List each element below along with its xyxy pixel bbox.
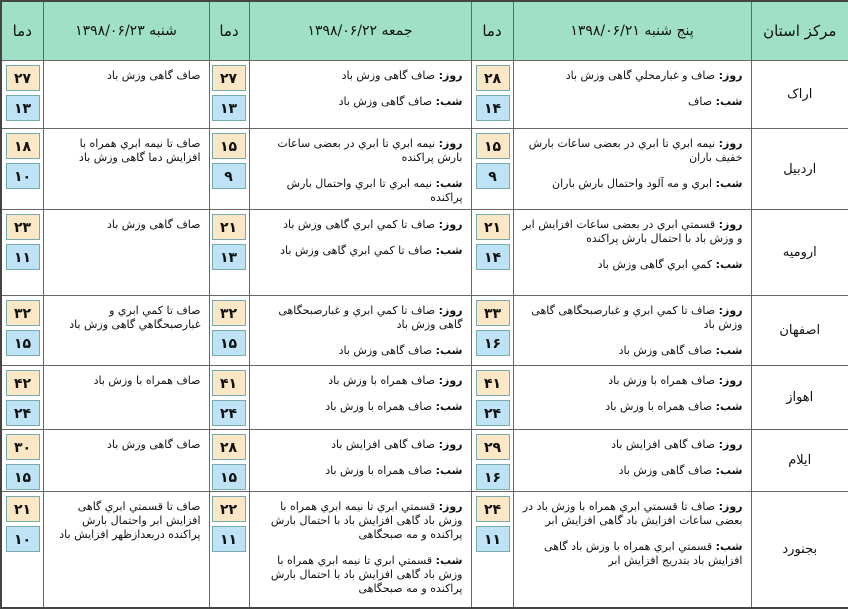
forecast-text <box>250 210 471 258</box>
max-temp: ۲۳ <box>6 214 40 240</box>
day-text: صاف تا کمي ابري گاهی وزش باد <box>283 218 436 231</box>
d1-forecast-cell <box>513 61 751 129</box>
d1-temp-cell <box>471 129 513 210</box>
max-temp: ۱۵ <box>476 133 510 159</box>
forecast-text: صاف تا قسمتي ابري گاهی افزایش ابر واحتمال بارش پراکنده دربعدازظهر افزایش باد <box>59 500 201 541</box>
day-text: صاف همراه با وزش باد <box>328 374 436 387</box>
min-temp: ۱۴ <box>476 95 510 121</box>
night-forecast <box>518 258 743 272</box>
min-temp: ۹ <box>476 163 510 189</box>
night-forecast <box>254 344 463 358</box>
province-name: ارومیه <box>751 210 848 296</box>
day-text: قسمتي ابري در بعضی ساعات افزایش ابر و وزش باد با احتمال بارش پراکنده <box>522 218 743 245</box>
province-header: مرکز استان <box>751 1 848 61</box>
night-text: صاف گاهی وزش باد <box>618 464 713 477</box>
forecast-text: صاف گاهی وزش باد <box>106 218 201 231</box>
night-forecast <box>254 554 463 596</box>
night-label: شب: <box>715 95 743 108</box>
night-label: شب: <box>715 540 743 553</box>
d3-temp-cell <box>1 210 43 296</box>
night-text: صاف همراه با وزش باد <box>605 400 713 413</box>
night-forecast <box>518 464 743 478</box>
max-temp: ۲۸ <box>476 65 510 91</box>
day-text: صاف گاهی افزایش باد <box>331 438 436 451</box>
max-temp: ۲۱ <box>476 214 510 240</box>
min-temp: ۱۵ <box>212 330 246 356</box>
province-row <box>1 210 848 296</box>
province-row <box>1 296 848 366</box>
night-forecast <box>254 464 463 478</box>
d1-temp-cell <box>471 210 513 296</box>
max-temp: ۲۸ <box>212 434 246 460</box>
d3-temp-cell <box>1 492 43 608</box>
province-name: بجنورد <box>751 492 848 608</box>
night-text: صاف همراه با وزش باد <box>325 464 433 477</box>
night-forecast <box>518 177 743 191</box>
day-text: قسمتي ابري تا نیمه ابري همراه با وزش باد گاهی افزایش باد با احتمال بارش پراکنده و مه صبحگاهی <box>270 500 463 541</box>
night-text: نیمه ابري تا ابري واحتمال بارش پراکنده <box>286 177 463 204</box>
max-temp: ۳۲ <box>6 300 40 326</box>
forecast-text: صاف همراه با وزش باد <box>93 374 201 387</box>
province-name: اصفهان <box>751 296 848 366</box>
day-text: صاف گاهی وزش باد <box>341 69 436 82</box>
d1-forecast-cell <box>513 492 751 608</box>
d1-temp-cell <box>471 430 513 492</box>
day-forecast <box>254 438 463 452</box>
min-temp: ۱۱ <box>6 244 40 270</box>
d1-forecast-cell <box>513 210 751 296</box>
day-text: صاف تا کمي ابري و غبارصبحگاهی گاهی وزش باد <box>531 304 743 331</box>
day-forecast <box>518 438 743 452</box>
day-forecast <box>254 69 463 83</box>
night-forecast <box>254 244 463 258</box>
d2-temp-cell <box>209 296 249 366</box>
max-temp: ۲۹ <box>476 434 510 460</box>
day-label: روز: <box>718 374 743 387</box>
night-label: شب: <box>715 344 743 357</box>
day-label: روز: <box>438 438 463 451</box>
day-forecast <box>254 374 463 388</box>
d3-temp-cell <box>1 430 43 492</box>
day-text: صاف تا کمي ابري و غبارصبحگاهی گاهی وزش باد <box>278 304 463 331</box>
min-temp: ۱۰ <box>6 163 40 189</box>
night-forecast <box>518 344 743 358</box>
night-text: صاف گاهی وزش باد <box>338 344 433 357</box>
day-forecast <box>254 304 463 332</box>
night-label: شب: <box>715 400 743 413</box>
d3-forecast-cell <box>43 430 209 492</box>
night-forecast <box>518 400 743 414</box>
day-text: صاف همراه با وزش باد <box>608 374 716 387</box>
min-temp: ۲۴ <box>6 400 40 426</box>
day-forecast <box>518 304 743 332</box>
forecast-text: صاف تا کمي ابري و غبارصبحگاهي گاهی وزش باد <box>69 304 201 331</box>
temp-header-2: دما <box>209 1 249 61</box>
forecast-text <box>514 210 751 272</box>
d3-forecast-cell <box>43 366 209 430</box>
day-text: صاف و غبارمحلي گاهی وزش باد <box>565 69 716 82</box>
night-label: شب: <box>435 95 463 108</box>
night-forecast <box>518 95 743 109</box>
d2-forecast-cell <box>249 61 471 129</box>
night-label: شب: <box>715 464 743 477</box>
forecast-text <box>250 430 471 478</box>
d2-forecast-cell <box>249 296 471 366</box>
day-forecast <box>518 218 743 246</box>
max-temp: ۴۱ <box>476 370 510 396</box>
forecast-text <box>514 129 751 191</box>
d3-forecast-cell <box>43 296 209 366</box>
d1-temp-cell <box>471 61 513 129</box>
day-label: روز: <box>438 137 463 150</box>
min-temp: ۱۳ <box>212 95 246 121</box>
night-text: کمي ابري گاهی وزش باد <box>597 258 713 271</box>
d2-forecast-cell <box>249 210 471 296</box>
night-text: صاف همراه با وزش باد <box>325 400 433 413</box>
d1-forecast-cell <box>513 430 751 492</box>
night-text: ابري و مه آلود واحتمال بارش باران <box>552 177 713 190</box>
province-name: اراک <box>751 61 848 129</box>
min-temp: ۱۱ <box>212 526 246 552</box>
max-temp: ۱۵ <box>212 133 246 159</box>
forecast-text <box>250 61 471 109</box>
night-forecast <box>254 95 463 109</box>
day-text: نیمه ابري تا ابري در بعضی ساعات بارش خفیف باران <box>528 137 743 164</box>
province-name: ایلام <box>751 430 848 492</box>
min-temp: ۲۴ <box>212 400 246 426</box>
day-label: روز: <box>438 374 463 387</box>
d1-temp-cell <box>471 366 513 430</box>
min-temp: ۱۰ <box>6 526 40 552</box>
day-label: روز: <box>438 500 463 513</box>
forecast-text <box>514 296 751 358</box>
max-temp: ۴۱ <box>212 370 246 396</box>
forecast-text <box>250 492 471 596</box>
night-text: قسمتي ابري تا نیمه ابري همراه با وزش باد گاهی افزایش باد با احتمال بارش پراکنده و مه صبحگاهی <box>270 554 463 595</box>
min-temp: ۱۴ <box>476 244 510 270</box>
temp-header-3: دما <box>1 1 43 61</box>
d1-forecast-cell <box>513 129 751 210</box>
forecast-text <box>250 366 471 414</box>
forecast-text <box>514 61 751 109</box>
night-label: شب: <box>435 244 463 257</box>
forecast-text <box>514 366 751 414</box>
forecast-text: صاف تا نیمه ابري همراه با افزایش دما گاهی وزش باد <box>78 137 201 164</box>
d2-temp-cell <box>209 492 249 608</box>
night-label: شب: <box>435 344 463 357</box>
night-label: شب: <box>435 464 463 477</box>
d1-temp-cell <box>471 492 513 608</box>
max-temp: ۳۳ <box>476 300 510 326</box>
day-label: روز: <box>718 69 743 82</box>
d1-forecast-cell <box>513 296 751 366</box>
night-label: شب: <box>715 258 743 271</box>
night-forecast <box>254 400 463 414</box>
d3-temp-cell <box>1 129 43 210</box>
temp-header-1: دما <box>471 1 513 61</box>
night-text: قسمتي ابري همراه با وزش باد گاهی افزایش باد بتدریج افزایش ابر <box>544 540 743 567</box>
d3-temp-cell <box>1 296 43 366</box>
min-temp: ۱۳ <box>212 244 246 270</box>
day-label: روز: <box>718 218 743 231</box>
min-temp: ۱۱ <box>476 526 510 552</box>
day-label: روز: <box>438 218 463 231</box>
d3-forecast-cell <box>43 129 209 210</box>
d3-forecast-cell <box>43 61 209 129</box>
day-label: روز: <box>718 304 743 317</box>
min-temp: ۱۵ <box>212 464 246 490</box>
max-temp: ۲۱ <box>212 214 246 240</box>
day-label: روز: <box>438 69 463 82</box>
night-text: صاف <box>688 95 713 108</box>
day-forecast <box>518 137 743 165</box>
province-name: اردبیل <box>751 129 848 210</box>
day-label: روز: <box>718 500 743 513</box>
day-text: صاف تا قسمتي ابري همراه با وزش باد در بعضی ساعات افزایش باد گاهی افزایش ابر <box>522 500 743 527</box>
night-forecast <box>518 540 743 568</box>
day-forecast <box>254 500 463 542</box>
night-label: شب: <box>435 554 463 567</box>
max-temp: ۲۲ <box>212 496 246 522</box>
d3-forecast-cell <box>43 210 209 296</box>
day-text: نیمه ابري تا ابري در بعضی ساعات بارش پراکنده <box>277 137 463 164</box>
max-temp: ۱۸ <box>6 133 40 159</box>
d2-forecast-cell <box>249 129 471 210</box>
day3-header: شنبه ۱۳۹۸/۰۶/۲۳ <box>43 1 209 61</box>
max-temp: ۲۷ <box>212 65 246 91</box>
province-row <box>1 430 848 492</box>
province-row <box>1 366 848 430</box>
d3-temp-cell <box>1 366 43 430</box>
province-name: اهواز <box>751 366 848 430</box>
day1-header: پنج شنبه ۱۳۹۸/۰۶/۲۱ <box>513 1 751 61</box>
d1-temp-cell <box>471 296 513 366</box>
d3-forecast-cell <box>43 492 209 608</box>
min-temp: ۱۵ <box>6 330 40 356</box>
province-row <box>1 492 848 608</box>
night-label: شب: <box>435 177 463 190</box>
forecast-text <box>250 129 471 205</box>
forecast-text <box>250 296 471 358</box>
d2-temp-cell <box>209 61 249 129</box>
max-temp: ۴۲ <box>6 370 40 396</box>
max-temp: ۲۴ <box>476 496 510 522</box>
max-temp: ۳۲ <box>212 300 246 326</box>
night-label: شب: <box>435 400 463 413</box>
night-label: شب: <box>715 177 743 190</box>
max-temp: ۳۰ <box>6 434 40 460</box>
min-temp: ۱۶ <box>476 464 510 490</box>
forecast-rows <box>1 61 848 608</box>
d2-forecast-cell <box>249 492 471 608</box>
d2-temp-cell <box>209 210 249 296</box>
min-temp: ۱۶ <box>476 330 510 356</box>
day-text: صاف گاهی افزایش باد <box>611 438 716 451</box>
day-forecast <box>254 137 463 165</box>
forecast-text <box>514 430 751 478</box>
night-text: صاف گاهی وزش باد <box>618 344 713 357</box>
header-row <box>1 1 848 61</box>
day-forecast <box>518 500 743 528</box>
d2-temp-cell <box>209 129 249 210</box>
day-label: روز: <box>438 304 463 317</box>
max-temp: ۲۱ <box>6 496 40 522</box>
min-temp: ۲۴ <box>476 400 510 426</box>
min-temp: ۱۵ <box>6 464 40 490</box>
day-label: روز: <box>718 438 743 451</box>
day-forecast <box>254 218 463 232</box>
d2-temp-cell <box>209 366 249 430</box>
max-temp: ۲۷ <box>6 65 40 91</box>
day-forecast <box>518 69 743 83</box>
min-temp: ۱۳ <box>6 95 40 121</box>
night-text: صاف تا کمي ابري گاهی وزش باد <box>280 244 433 257</box>
forecast-text <box>514 492 751 568</box>
night-text: صاف گاهی وزش باد <box>338 95 433 108</box>
d2-temp-cell <box>209 430 249 492</box>
day-label: روز: <box>718 137 743 150</box>
province-row <box>1 61 848 129</box>
d1-forecast-cell <box>513 366 751 430</box>
forecast-text: صاف گاهی وزش باد <box>106 69 201 82</box>
night-forecast <box>254 177 463 205</box>
forecast-text: صاف گاهی وزش باد <box>106 438 201 451</box>
day2-header: جمعه ۱۳۹۸/۰۶/۲۲ <box>249 1 471 61</box>
province-row <box>1 129 848 210</box>
d2-forecast-cell <box>249 430 471 492</box>
d3-temp-cell <box>1 61 43 129</box>
d2-forecast-cell <box>249 366 471 430</box>
day-forecast <box>518 374 743 388</box>
min-temp: ۹ <box>212 163 246 189</box>
